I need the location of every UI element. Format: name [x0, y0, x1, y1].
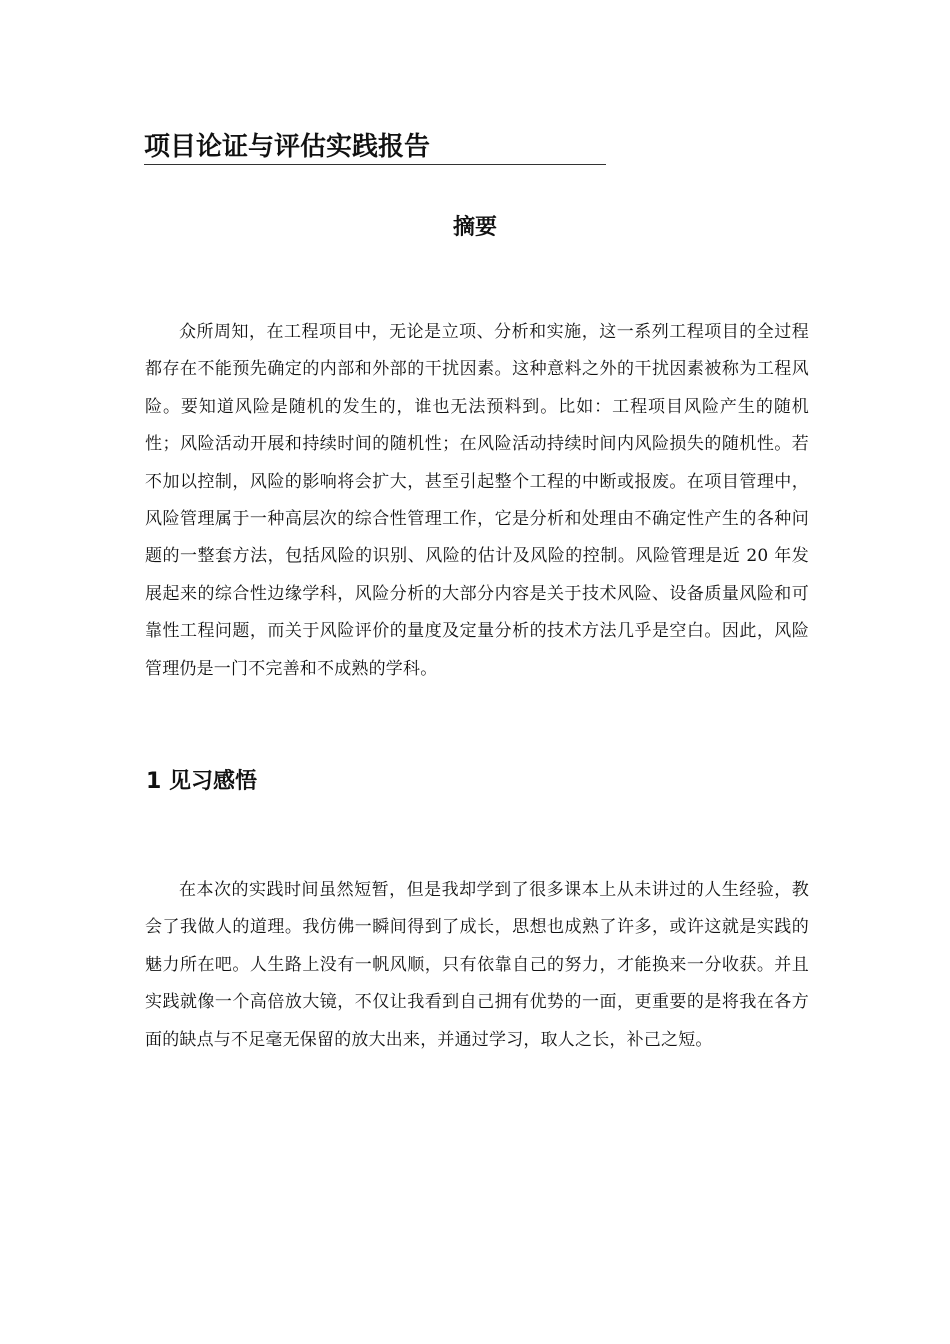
section-paragraph: 在本次的实践时间虽然短暂，但是我却学到了很多课本上从未讲过的人生经验，教会了我做人的道理。我仿佛一瞬间得到了成长，思想也成熟了许多，或许这就是实践的魅力所在吧。人生路上没有一帆风顺，只有依靠自己的努力，才能换来一分收获。并且实践就像一个高倍放大镜，不仅让我看到自己拥有优势的一面，更重要的是将我在各方面的缺点与不足毫无保留的放大出来，并通过学习，取人之长，补己之短。: [145, 880, 809, 1050]
section-heading: 1 见习感悟: [146, 769, 257, 794]
document-title: 项目论证与评估实践报告: [144, 130, 606, 165]
abstract-heading: 摘要: [452, 215, 497, 240]
abstract-paragraph: 众所周知，在工程项目中，无论是立项、分析和实施，这一系列工程项目的全过程都存在不能预先确定的内部和外部的干扰因素。这种意料之外的干扰因素被称为工程风险。要知道风险是随机的发生的，谁也无法预料到。比如：工程项目风险产生的随机性；风险活动开展和持续时间的随机性；在风险活动持续时间内风险损失的随机性。若不加以控制，风险的影响将会扩大，甚至引起整个工程的中断或报废。在项目管理中，风险管理属于一种高层次的综合性管理工作，它是分析和处理由不确定性产生的各种问题的一整套方法，包括风险的识别、风险的估计及风险的控制。风险管理是近 20 年发展起来的综合性边缘学科，风险分析的大部分内容是关于技术风险、设备质量风险和可靠性工程问题，而关于风险评价的量度及定量分析的技术方法几乎是空白。因此，风险管理仍是一门不完善和不成熟的学科。: [145, 322, 809, 679]
